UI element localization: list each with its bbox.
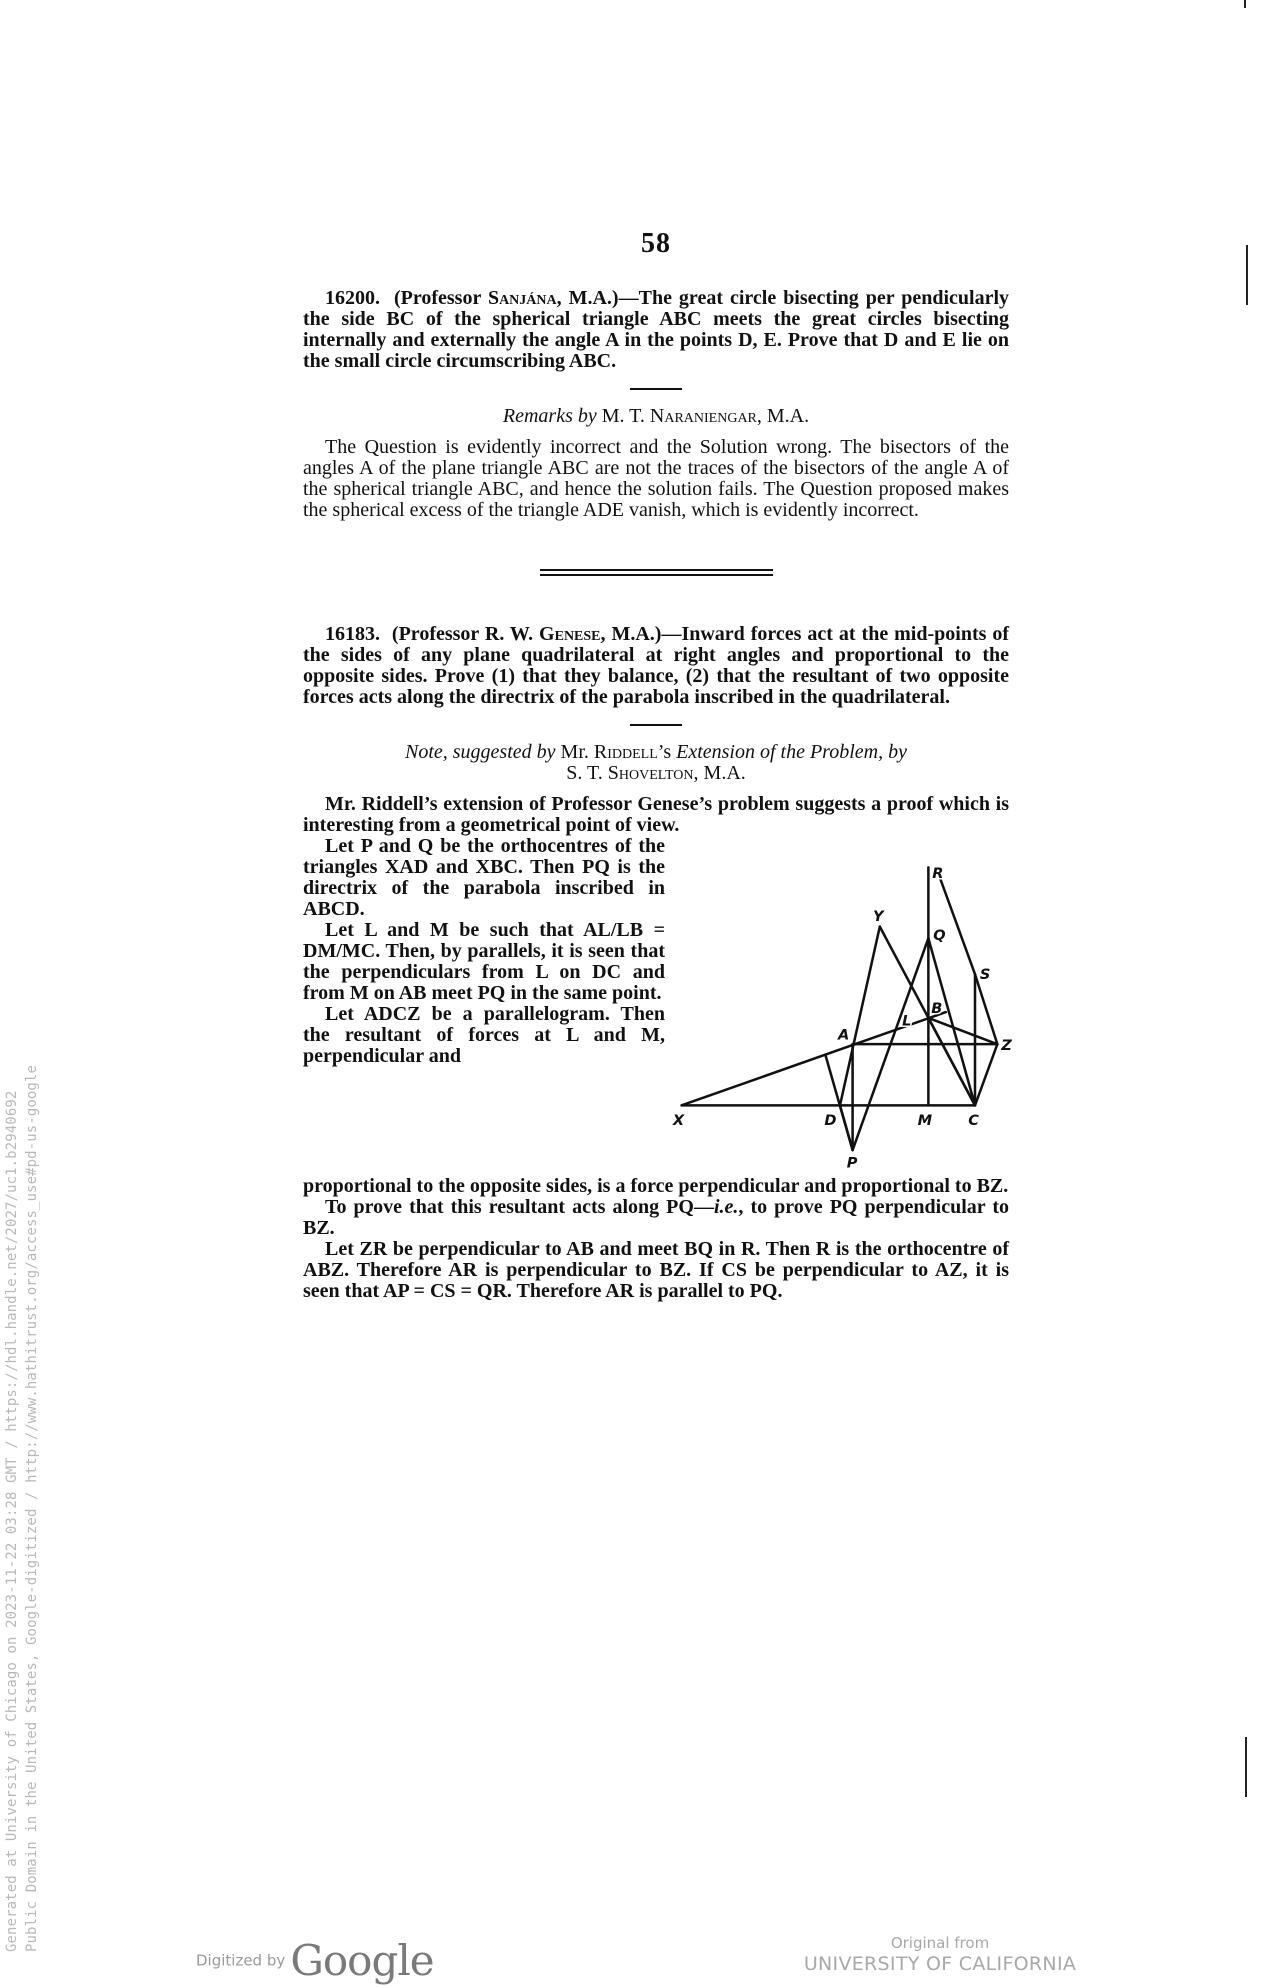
note-author-initials: S. T. <box>566 762 608 784</box>
note-riddell: Riddell <box>593 741 658 763</box>
label-X: X <box>672 1111 685 1129</box>
note-label: Note, suggested by <box>405 741 556 763</box>
question-body: —Inward forces act at the mid-points of the sides of any plane quadrilateral at right angles and proportional to the opposite sides. Prove (1) that they balance, (2) that the resultant of two opposite forces acts along the directrix of the parabola inscribed in the quadrilateral. <box>303 623 1010 708</box>
note-paragraph-3: Let L and M be such that AL/LB = DM/MC. Then, by parallels, it is seen that the perpendiculars from L on DC and from M on AB meet PQ in the same point. <box>303 919 665 1004</box>
note-heading-line-1 <box>303 742 1009 763</box>
question-number: 16200. <box>325 287 380 309</box>
label-Q: Q <box>933 927 946 945</box>
line-YP <box>840 927 880 1106</box>
scan-edge-mark <box>1245 1737 1247 1797</box>
text-with-figure <box>303 835 1012 1176</box>
note-paragraph-2: Let P and Q be the orthocentres of the triangles XAD and XBC. Then PQ is the directrix of the parabola inscribed in ABCD. <box>303 835 665 920</box>
note-author-suffix: , M.A. <box>693 762 746 784</box>
watermark-line-2: Public Domain in the United States, Google-digitized / http://www.hathitrust.org/access_use#pd-us-google <box>24 1065 40 1952</box>
author-name: Genese <box>539 623 601 645</box>
question-number: 16183. <box>325 623 380 645</box>
note-heading-line-2 <box>303 763 1009 784</box>
spacer <box>303 708 1009 724</box>
label-Z: Z <box>1001 1037 1012 1054</box>
spacer <box>303 372 1009 388</box>
scan-edge-mark <box>1244 0 1246 8</box>
remarks-author: Naraniengar <box>649 405 757 427</box>
original-from <box>780 1934 1100 1976</box>
note-title: Extension of the Problem, by <box>676 741 907 763</box>
page-number: 58 <box>641 228 671 259</box>
label-P: P <box>846 1154 858 1172</box>
remarks-author-initials: M. T. <box>601 405 650 427</box>
author-suffix: , M.A.) <box>600 623 662 645</box>
digitized-by-google <box>196 1936 434 1985</box>
label-B: B <box>931 1000 943 1018</box>
line-ZC <box>975 1044 997 1105</box>
line-SZ <box>975 974 997 1044</box>
original-from-label: Original from <box>890 1934 990 1952</box>
label-C: C <box>968 1111 979 1129</box>
label-S: S <box>979 966 991 984</box>
note-paragraph-5-ie: i.e. <box>713 1196 739 1218</box>
note-paragraph-5 <box>303 1197 1009 1239</box>
label-Y: Y <box>873 907 884 925</box>
remarks-heading <box>303 406 1009 427</box>
spacer <box>303 390 1009 406</box>
question-16200 <box>303 288 1009 372</box>
note-mr: Mr. <box>555 741 594 763</box>
digitized-by-label: Digitized by <box>196 1951 286 1970</box>
institution-name: UNIVERSITY OF CALIFORNIA <box>803 1953 1077 1975</box>
scan-edge-mark <box>1246 245 1248 305</box>
remarks-author-suffix: , M.A. <box>756 405 810 427</box>
line-BC <box>928 1018 975 1105</box>
note-possessive: ’s <box>657 741 677 763</box>
author-suffix: , M.A.) <box>556 287 619 309</box>
question-body: —The great circle bisecting per pendicularly the side BC of the spherical triangle ABC meets the great circles bisecting internally and externally the angle A in the points D, E. Prove that D and E lie on the small circle circumscribing ABC. <box>303 287 1010 372</box>
figure-container <box>665 836 1012 1176</box>
spacer <box>303 576 1009 624</box>
page-text-column <box>303 228 1012 1302</box>
spacer <box>303 260 1009 288</box>
watermark-line-1: Generated at University of Chicago on 2023-11-22 03:28 GMT / https://hdl.handle.net/2027/uc1.b2940692 <box>4 1090 20 1952</box>
spacer <box>303 726 1009 742</box>
note-paragraph-1: Mr. Riddell’s extension of Professor Genese’s problem suggests a proof which is interesting from a geometrical point of view. <box>303 793 1009 836</box>
label-D: D <box>824 1111 837 1129</box>
note-paragraph-5-a: To prove that this resultant acts along PQ— <box>325 1196 714 1218</box>
note-column <box>303 836 665 1067</box>
line-BZ <box>928 1018 997 1044</box>
double-rule <box>540 569 773 576</box>
label-M: M <box>917 1111 933 1129</box>
line-RS <box>936 867 975 974</box>
author-prefix: (Professor <box>393 287 488 309</box>
author-prefix: (Professor R. W. <box>391 623 540 645</box>
remarks-label: Remarks by <box>502 405 597 427</box>
geometry-figure <box>669 856 1012 1176</box>
note-author: Shovelton <box>607 762 694 784</box>
label-A: A <box>838 1026 850 1044</box>
remarks-text: The Question is evidently incorrect and the Solution wrong. The bisectors of the angles A of the plane triangle ABC are not the traces of the bisectors of the angle A of the spherical triangle ABC, and hence the solution fails. The Question proposed makes the spherical excess of the triangle ADE vanish, which is evidently incorrect. <box>303 436 1009 521</box>
label-R: R <box>932 865 944 883</box>
note-paragraph-4-end: proportional to the opposite sides, is a force perpendicular and proportional to BZ. <box>303 1175 1009 1197</box>
note-paragraph-5-b: , to prove PQ perpendicular to BZ. <box>303 1196 1009 1239</box>
note-paragraph-6: Let ZR be perpendicular to AB and meet BQ in R. Then R is the orthocentre of ABZ. Therefore AR is perpendicular to BZ. If CS be perpendicular to AZ, it is seen that AP = CS = QR. Therefore AR is parallel to PQ. <box>303 1238 1009 1302</box>
note-paragraph-4-start: Let ADCZ be a parallelogram. Then the resultant of forces at L and M, perpendicular and <box>303 1003 665 1067</box>
google-logo: Google <box>290 1936 434 1985</box>
label-L: L <box>902 1012 912 1030</box>
spacer <box>303 521 1009 569</box>
question-16183 <box>303 624 1009 708</box>
author-name: Sanjána <box>487 287 557 309</box>
